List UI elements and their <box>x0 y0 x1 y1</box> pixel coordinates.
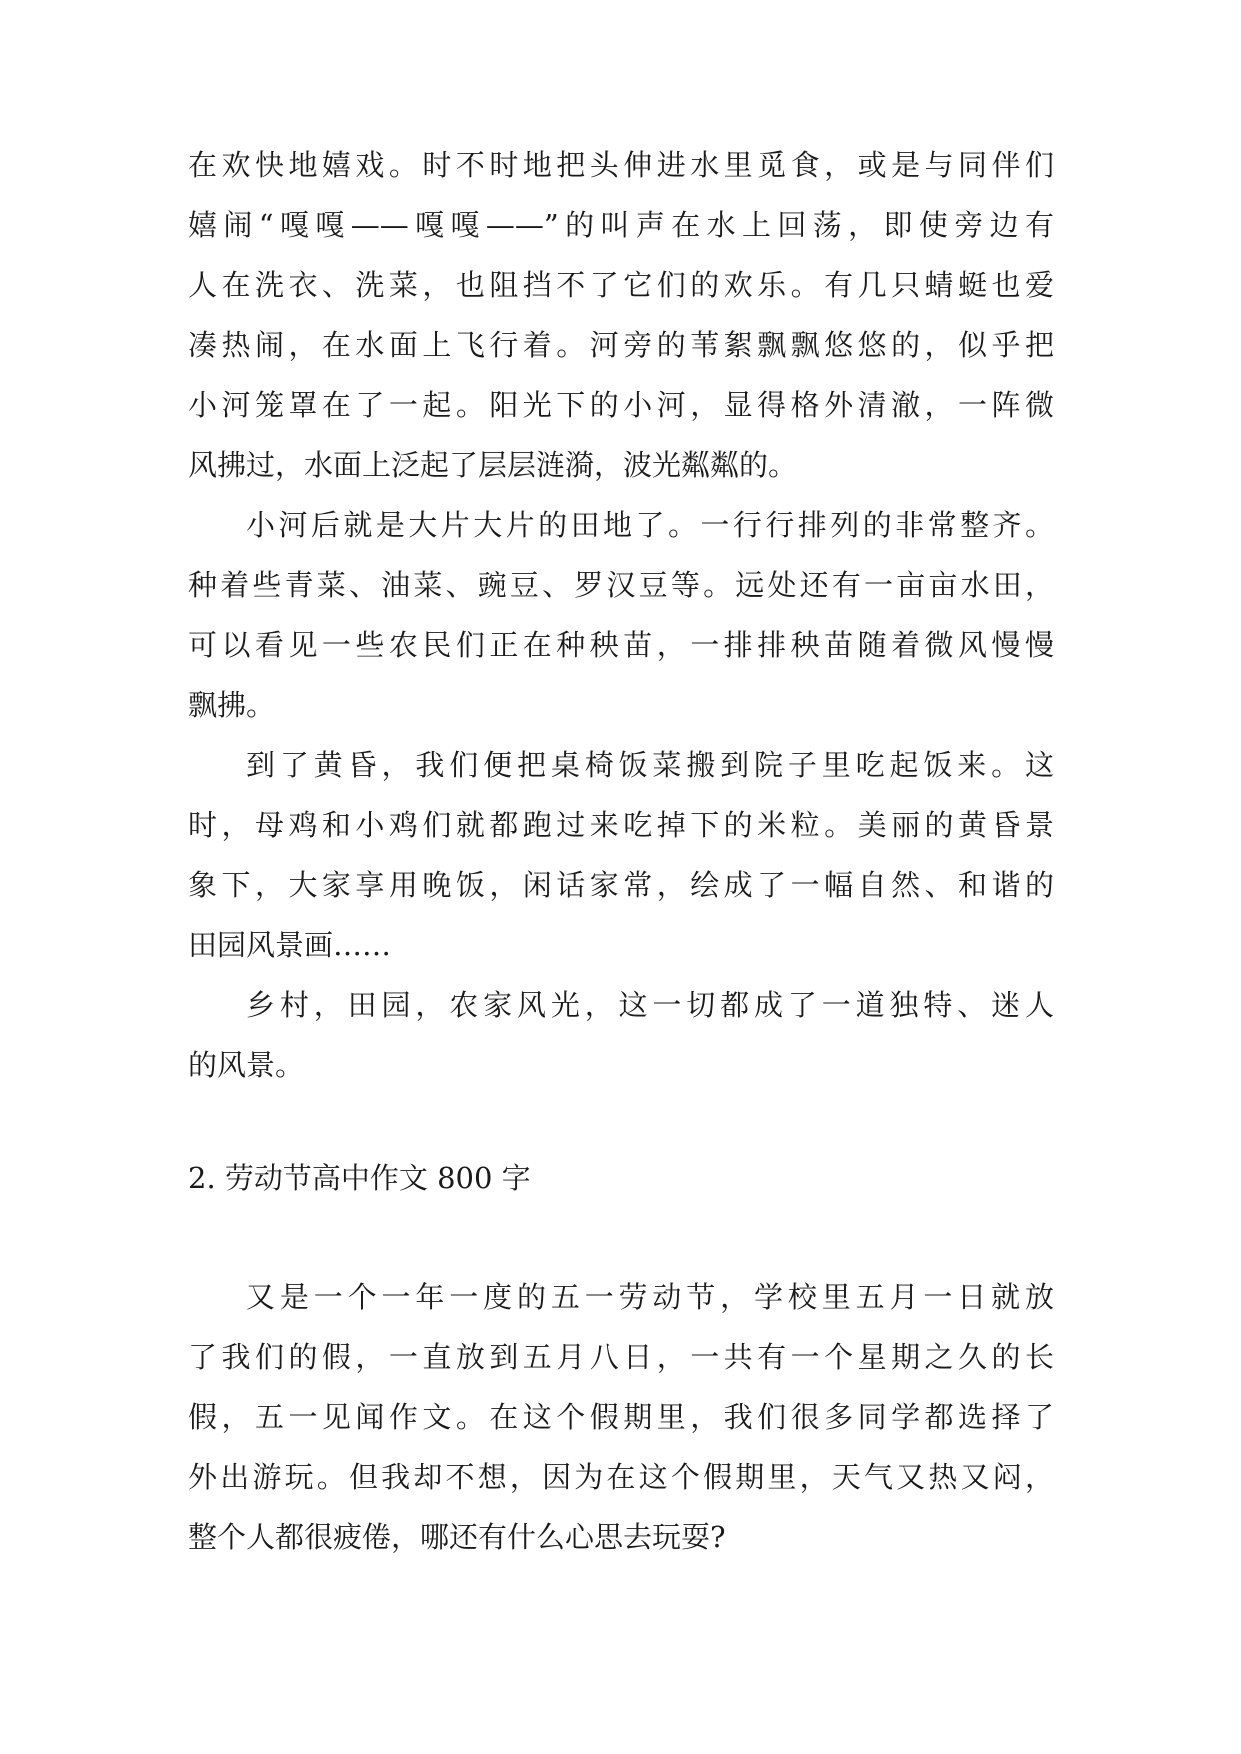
text-line: 风拂过，水面上泛起了层层涟漪，波光粼粼的。 <box>188 448 798 482</box>
text-line: 在欢快地嬉戏。时不时地把头伸进水里觅食，或是与同伴们 <box>188 148 1054 182</box>
text-line: 整个人都很疲倦，哪还有什么心思去玩耍? <box>188 1520 726 1554</box>
body-text-section-2 <box>188 1267 1054 1567</box>
text-line: 乡村，田园，农家风光，这一切都成了一道独特、迷人 <box>246 988 1054 1022</box>
text-line: 小河后就是大片大片的田地了。一行行排列的非常整齐。 <box>246 508 1054 542</box>
text-line: 了我们的假，一直放到五月八日，一共有一个星期之久的长 <box>188 1340 1054 1374</box>
text-line: 的风景。 <box>188 1048 305 1082</box>
text-line: 田园风景画…… <box>188 928 392 962</box>
text-line: 嬉闹“嘎嘎——嘎嘎——”的叫声在水上回荡，即使旁边有 <box>188 208 1054 242</box>
text-line: 到了黄昏，我们便把桌椅饭菜搬到院子里吃起饭来。这 <box>246 748 1054 782</box>
text-line: 凑热闹，在水面上飞行着。河旁的苇絮飘飘悠悠的，似乎把 <box>188 328 1054 362</box>
text-line: 又是一个一年一度的五一劳动节，学校里五月一日就放 <box>246 1280 1054 1314</box>
body-text-section-1 <box>188 135 1054 1095</box>
text-line: 人在洗衣、洗菜，也阻挡不了它们的欢乐。有几只蜻蜓也爱 <box>188 268 1054 302</box>
text-line: 飘拂。 <box>188 688 276 722</box>
text-line: 种着些青菜、油菜、豌豆、罗汉豆等。远处还有一亩亩水田， <box>188 568 1054 602</box>
text-line: 外出游玩。但我却不想，因为在这个假期里，天气又热又闷， <box>188 1460 1054 1494</box>
text-line: 象下，大家享用晚饭，闲话家常，绘成了一幅自然、和谐的 <box>188 868 1054 902</box>
text-line: 假，五一见闻作文。在这个假期里，我们很多同学都选择了 <box>188 1400 1054 1434</box>
text-line: 可以看见一些农民们正在种秧苗，一排排秧苗随着微风慢慢 <box>188 628 1054 662</box>
text-line: 时，母鸡和小鸡们就都跑过来吃掉下的米粒。美丽的黄昏景 <box>188 808 1054 842</box>
section-heading: 2. 劳动节高中作文 800 字 <box>188 1161 531 1195</box>
text-line: 小河笼罩在了一起。阳光下的小河，显得格外清澈，一阵微 <box>188 388 1054 422</box>
